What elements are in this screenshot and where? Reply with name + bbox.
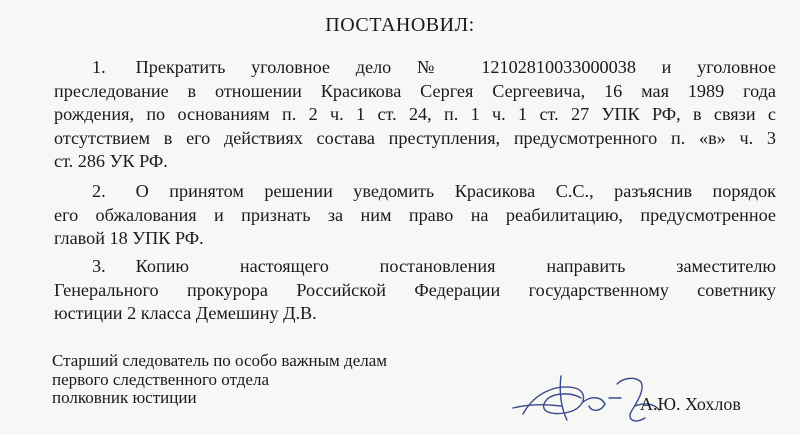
signatory-name: А.Ю. Хохлов — [640, 394, 741, 414]
item-text-line: О принятом решении уведомить Красикова С.С., разъяснив порядок — [135, 181, 776, 201]
signatory-position-line: Старший следователь по особо важным делам — [52, 351, 388, 370]
item-text-line: отсутствием в его действиях состава преступления, предусмотренного п. «в» ч. 3 — [54, 127, 776, 148]
item-number: 3. — [92, 256, 106, 276]
item-text-line: рождения, по основаниям п. 2 ч. 1 ст. 24, п. 1 ч. 1 ст. 27 УПК РФ, в связи с — [54, 104, 776, 124]
resolution-item-2 — [54, 180, 776, 251]
item-first-line — [54, 255, 776, 279]
item-text-line: его обжалования и признать за ним право на реабилитацию, предусмотренное — [54, 204, 776, 225]
item-text-line: юстиции 2 класса Демешину Д.В. — [54, 303, 317, 323]
item-text-line: Копию настоящего постановления направить заместителю — [135, 256, 776, 276]
signatory-position — [52, 352, 387, 408]
item-first-line — [54, 180, 776, 204]
item-text-line: ст. 286 УК РФ. — [54, 151, 168, 171]
signatory-position-line: полковник юстиции — [52, 388, 197, 407]
item-number: 2. — [92, 181, 106, 201]
item-first-line — [54, 56, 776, 80]
signatory-position-line: первого следственного отдела — [52, 369, 269, 389]
resolution-item-3 — [54, 255, 776, 326]
item-text-line: главой 18 УПК РФ. — [54, 228, 204, 248]
item-text-line: Прекратить уголовное дело № 12102810033000038 и уголовное — [135, 57, 776, 77]
resolution-item-1 — [54, 56, 776, 174]
document-heading: ПОСТАНОВИЛ: — [325, 14, 475, 36]
item-number: 1. — [92, 57, 106, 77]
item-text-line: Генерального прокурора Российской Федерации государственному советнику — [54, 279, 776, 300]
item-text-line: преследование в отношении Красикова Сергея Сергеевича, 16 мая 1989 года — [54, 80, 776, 101]
